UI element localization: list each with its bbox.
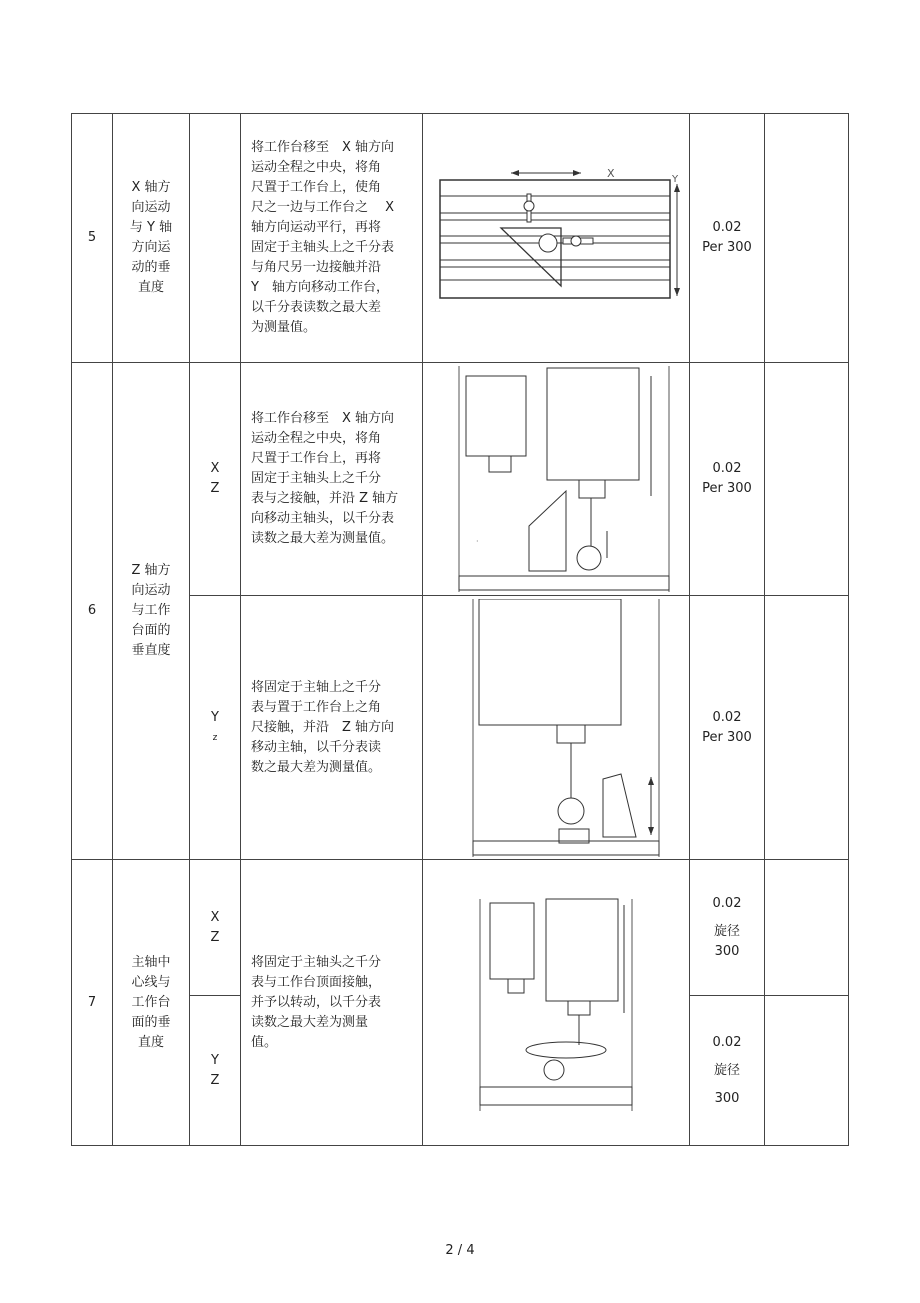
method-text: 将工作台移至 X 轴方向 运动全程之中央，将角 尺置于工作台上，使角 尺之一边与工作台之 X 轴方向运动平行，再将 固定于主轴头上之千分表 与角尺另一边接触并沿 Y 轴方向移动工作台， 以千分表读数之最大差 为测量值。	[241, 114, 423, 363]
item-name: 主轴中 心线与 工作台 面的垂 直度	[113, 860, 190, 1146]
axis-cell: X Z	[190, 363, 241, 596]
yz-squareness-diagram	[431, 599, 681, 857]
item-name: Z 轴方 向运动 与工作 台面的 垂直度	[113, 363, 190, 860]
method-text: 将工作台移至 X 轴方向 运动全程之中央，将角 尺置于工作台上，再将 固定于主轴头上之千分 表与之接触，并沿 Z 轴方 向移动主轴头，以千分表 读数之最大差为测量值。	[241, 363, 423, 596]
measured-value-cell	[765, 996, 849, 1146]
item-number: 5	[72, 114, 113, 363]
tolerance-cell: 0.02 Per 300	[690, 114, 765, 363]
measured-value-cell	[765, 114, 849, 363]
figure-cell	[423, 363, 690, 596]
xy-squareness-diagram	[431, 168, 681, 308]
method-text: 将固定于主轴头之千分 表与工作台顶面接触， 并予以转动，以千分表 读数之最大差为测量 值。	[241, 860, 423, 1146]
figure-cell	[423, 596, 690, 860]
measured-value-cell	[765, 596, 849, 860]
axis-cell: Y Z	[190, 996, 241, 1146]
item-name: X 轴方 向运动 与 Y 轴 方向运 动的垂 直度	[113, 114, 190, 363]
tolerance-cell: 0.02 Per 300	[690, 596, 765, 860]
tolerance-cell: 0.02 Per 300	[690, 363, 765, 596]
measured-value-cell	[765, 363, 849, 596]
table-row	[72, 363, 849, 596]
axis-cell: X Z	[190, 860, 241, 996]
table-row	[72, 860, 849, 996]
spindle-squareness-diagram	[476, 895, 636, 1111]
axis-cell	[190, 114, 241, 363]
method-text: 将固定于主轴上之千分 表与置于工作台上之角 尺接触，并沿 Z 轴方向 移动主轴，以千分表读 数之最大差为测量值。	[241, 596, 423, 860]
xz-squareness-diagram	[431, 366, 681, 592]
figure-cell	[423, 860, 690, 1146]
table-row	[72, 114, 849, 363]
axis-x-label: X	[607, 168, 615, 180]
item-number: 7	[72, 860, 113, 1146]
item-number: 6	[72, 363, 113, 860]
svg-text:·: ·	[476, 537, 479, 546]
tolerance-cell: 0.02 旋径 300	[690, 860, 765, 996]
inspection-table	[71, 113, 849, 1146]
axis-y-label: Y	[672, 174, 679, 185]
measured-value-cell	[765, 860, 849, 996]
figure-cell	[423, 114, 690, 363]
axis-cell: Y z	[190, 596, 241, 860]
page-number: 2 / 4	[445, 1243, 475, 1258]
tolerance-cell: 0.02 旋径 300	[690, 996, 765, 1146]
